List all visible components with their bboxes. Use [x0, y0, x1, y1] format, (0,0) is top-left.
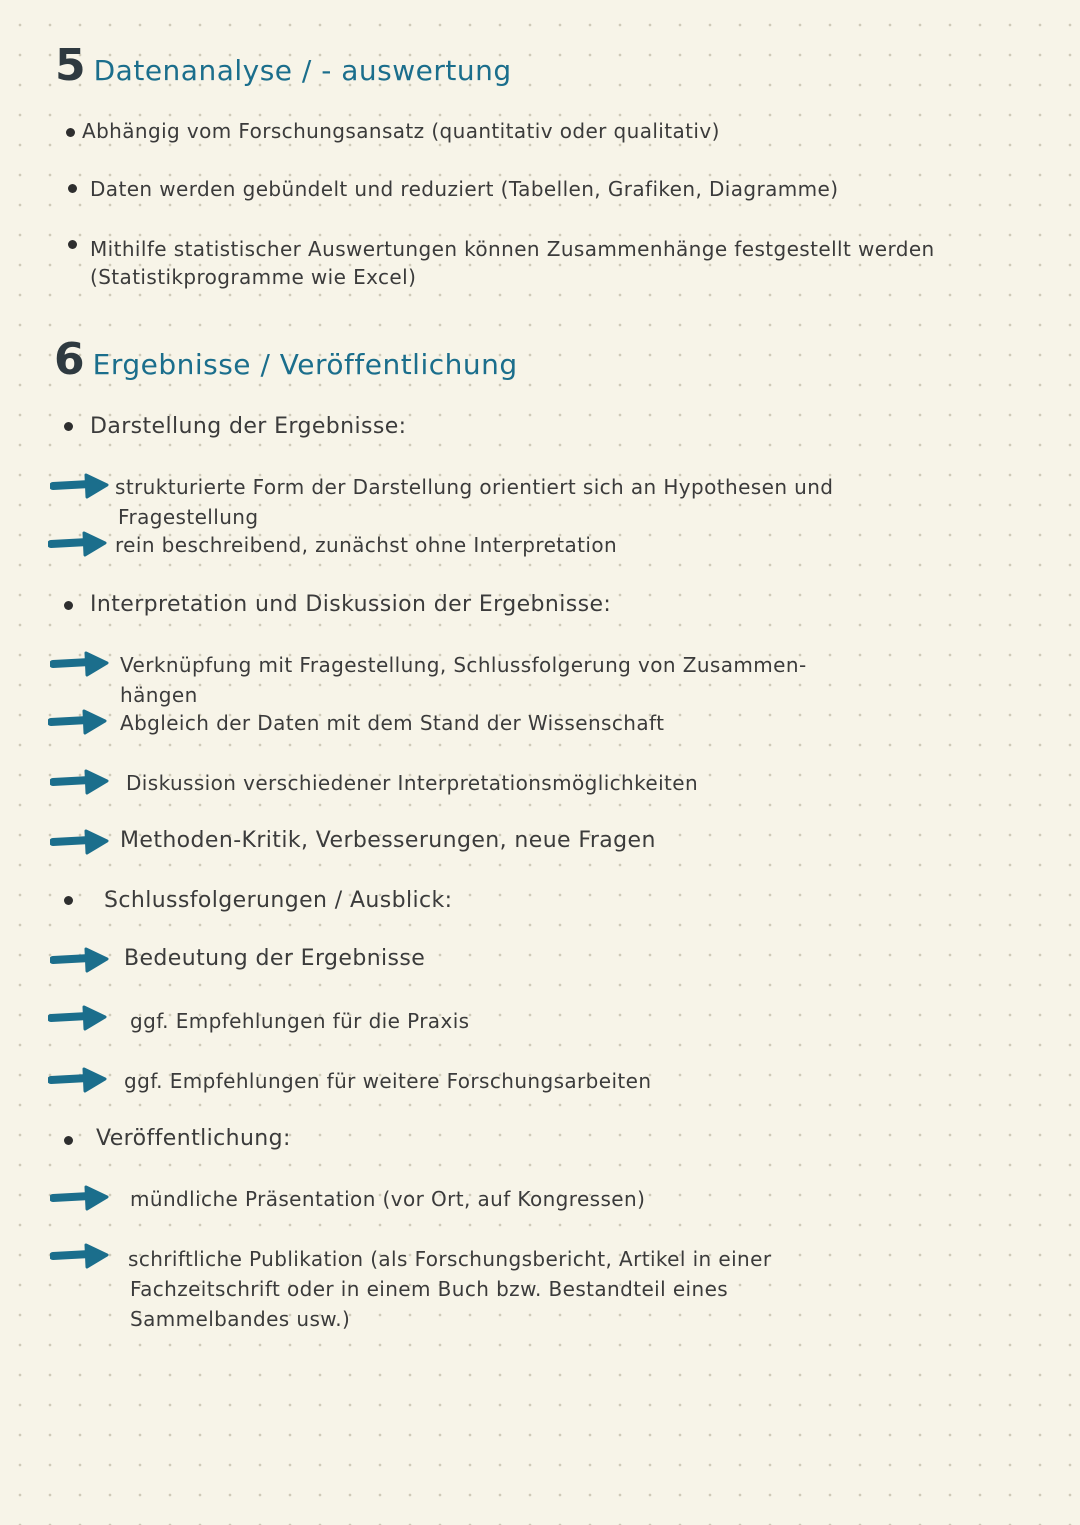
darstellung-item: rein beschreibend, zunächst ohne Interpretation: [115, 533, 618, 557]
interpretation-item-cont: hängen: [120, 683, 198, 707]
veroeffentlichung-item: schriftliche Publikation (als Forschungsbericht, Artikel in einer: [128, 1247, 772, 1271]
arrow-right-icon: [50, 768, 110, 796]
arrow-right-icon: [50, 828, 110, 856]
bullet-dot-icon: [64, 1136, 73, 1145]
bullet-dot-icon: [68, 240, 77, 249]
bullet-dot-icon: [64, 601, 73, 610]
arrow-right-icon: [50, 1242, 110, 1270]
interpretation-label: Interpretation und Diskussion der Ergebnisse:: [90, 592, 612, 617]
section-5-bullet-3-cont: (Statistikprogramme wie Excel): [90, 265, 417, 289]
schluss-item: ggf. Empfehlungen für weitere Forschungsarbeiten: [124, 1069, 652, 1093]
section-5-title: Datenanalyse / - auswertung: [93, 54, 512, 87]
interpretation-item: Diskussion verschiedener Interpretationsmöglichkeiten: [126, 771, 699, 795]
arrow-right-icon: [50, 1184, 110, 1212]
section-6-heading: [54, 334, 518, 385]
section-5-bullet-2: Daten werden gebündelt und reduziert (Tabellen, Grafiken, Diagramme): [90, 177, 839, 201]
section-6-number: 6: [54, 334, 85, 385]
section-5-bullet-1: Abhängig vom Forschungsansatz (quantitativ oder qualitativ): [82, 119, 720, 143]
section-5-bullet-3: Mithilfe statistischer Auswertungen können Zusammenhänge festgestellt werden: [90, 237, 935, 261]
arrow-right-icon: [50, 650, 110, 678]
interpretation-item: Abgleich der Daten mit dem Stand der Wissenschaft: [120, 711, 665, 735]
interpretation-item: Verknüpfung mit Fragestellung, Schlussfolgerung von Zusammen-: [120, 653, 807, 677]
arrow-right-icon: [48, 530, 108, 558]
section-5-number: 5: [55, 40, 86, 91]
veroeffentlichung-label: Veröffentlichung:: [96, 1126, 291, 1151]
arrow-right-icon: [50, 472, 110, 500]
darstellung-item-cont: Fragestellung: [118, 505, 259, 529]
veroeffentlichung-item: mündliche Präsentation (vor Ort, auf Kongressen): [130, 1187, 646, 1211]
darstellung-item: strukturierte Form der Darstellung orientiert sich an Hypothesen und: [115, 475, 834, 499]
bullet-dot-icon: [68, 184, 77, 193]
schluss-item: ggf. Empfehlungen für die Praxis: [130, 1009, 470, 1033]
schluss-label: Schlussfolgerungen / Ausblick:: [104, 888, 453, 913]
section-6-title: Ergebnisse / Veröffentlichung: [92, 348, 518, 381]
veroeffentlichung-item-cont: Sammelbandes usw.): [130, 1307, 351, 1331]
arrow-right-icon: [48, 1066, 108, 1094]
section-5-heading: [55, 40, 512, 91]
veroeffentlichung-item-cont: Fachzeitschrift oder in einem Buch bzw. Bestandteil eines: [130, 1277, 729, 1301]
bullet-dot-icon: [66, 128, 75, 137]
bullet-dot-icon: [64, 422, 73, 431]
arrow-right-icon: [48, 1004, 108, 1032]
darstellung-label: Darstellung der Ergebnisse:: [90, 414, 407, 439]
arrow-right-icon: [50, 946, 110, 974]
bullet-dot-icon: [64, 896, 73, 905]
interpretation-item: Methoden-Kritik, Verbesserungen, neue Fragen: [120, 828, 656, 853]
arrow-right-icon: [48, 708, 108, 736]
schluss-item: Bedeutung der Ergebnisse: [124, 946, 426, 971]
